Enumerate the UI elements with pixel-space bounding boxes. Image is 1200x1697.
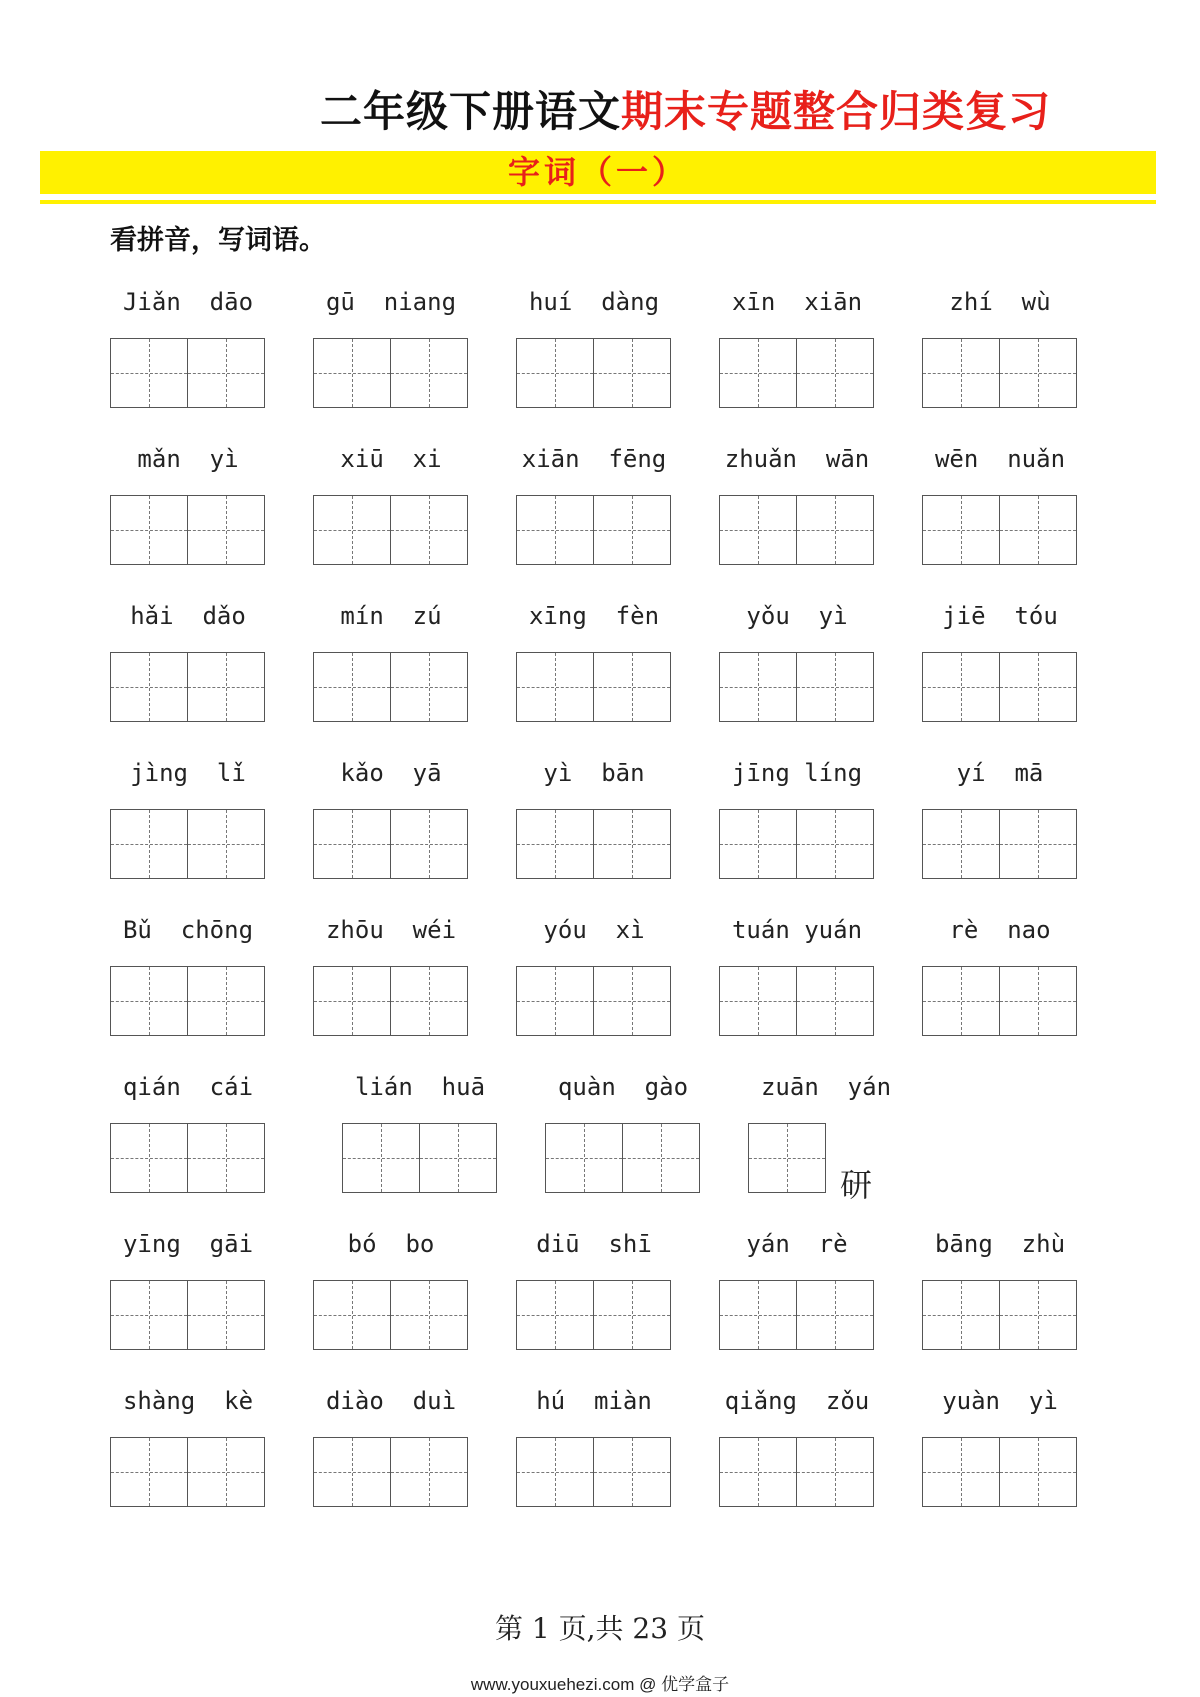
pinyin-label: gū niang bbox=[325, 288, 457, 316]
pinyin-label: jīng líng bbox=[731, 759, 863, 787]
writing-boxes bbox=[516, 1437, 669, 1507]
writing-boxes bbox=[719, 809, 872, 879]
pinyin-label: yì bān bbox=[543, 759, 645, 787]
tian-zi-ge-box[interactable] bbox=[110, 966, 188, 1036]
writing-boxes bbox=[922, 495, 1075, 565]
tian-zi-ge-box[interactable] bbox=[748, 1123, 826, 1193]
writing-boxes bbox=[516, 338, 669, 408]
writing-boxes bbox=[110, 652, 263, 722]
tian-zi-ge-box[interactable] bbox=[187, 652, 265, 722]
writing-boxes bbox=[922, 1437, 1075, 1507]
writing-boxes bbox=[313, 652, 466, 722]
pinyin-label: yǒu yì bbox=[746, 602, 848, 630]
tian-zi-ge-box[interactable] bbox=[796, 652, 874, 722]
writing-boxes bbox=[922, 338, 1075, 408]
pinyin-label: bāng zhù bbox=[934, 1230, 1066, 1258]
page-title bbox=[320, 82, 1051, 142]
tian-zi-ge-box[interactable] bbox=[110, 1123, 188, 1193]
tian-zi-ge-box[interactable] bbox=[390, 652, 468, 722]
pinyin-label: xīng fèn bbox=[528, 602, 660, 630]
banner-underline bbox=[40, 200, 1156, 204]
tian-zi-ge-box[interactable] bbox=[922, 809, 1000, 879]
writing-boxes bbox=[922, 1280, 1075, 1350]
pinyin-label: hǎi dǎo bbox=[130, 602, 246, 630]
tian-zi-ge-box[interactable] bbox=[922, 652, 1000, 722]
writing-boxes bbox=[313, 966, 466, 1036]
tian-zi-ge-box[interactable] bbox=[719, 338, 797, 408]
tian-zi-ge-box[interactable] bbox=[110, 809, 188, 879]
pinyin-label: yuàn yì bbox=[942, 1387, 1058, 1415]
watermark: www.youxuehezi.com @ 优学盒子 bbox=[470, 1675, 730, 1694]
tian-zi-ge-box[interactable] bbox=[796, 1437, 874, 1507]
writing-boxes bbox=[110, 1123, 263, 1193]
tian-zi-ge-box[interactable] bbox=[313, 809, 391, 879]
tian-zi-ge-box[interactable] bbox=[110, 495, 188, 565]
tian-zi-ge-box[interactable] bbox=[187, 966, 265, 1036]
pinyin-label: hú miàn bbox=[536, 1387, 652, 1415]
tian-zi-ge-box[interactable] bbox=[922, 338, 1000, 408]
tian-zi-ge-box[interactable] bbox=[313, 1437, 391, 1507]
pinyin-label: huí dàng bbox=[528, 288, 660, 316]
section-label: 字词（一） bbox=[507, 153, 688, 191]
pinyin-label: lián huā bbox=[354, 1073, 486, 1101]
given-character: 研 bbox=[840, 1166, 873, 1204]
writing-boxes bbox=[313, 1280, 466, 1350]
pinyin-label: wēn nuǎn bbox=[934, 445, 1066, 473]
pinyin-label: Jiǎn dāo bbox=[122, 288, 254, 316]
tian-zi-ge-box[interactable] bbox=[419, 1123, 497, 1193]
writing-boxes bbox=[110, 338, 263, 408]
writing-boxes bbox=[719, 966, 872, 1036]
pinyin-label: shàng kè bbox=[122, 1387, 254, 1415]
pinyin-label: yīng gāi bbox=[122, 1230, 254, 1258]
tian-zi-ge-box[interactable] bbox=[796, 1280, 874, 1350]
tian-zi-ge-box[interactable] bbox=[922, 966, 1000, 1036]
pinyin-label: yí mā bbox=[956, 759, 1044, 787]
tian-zi-ge-box[interactable] bbox=[110, 338, 188, 408]
tian-zi-ge-box[interactable] bbox=[516, 966, 594, 1036]
writing-boxes bbox=[719, 1437, 872, 1507]
pinyin-label: jiē tóu bbox=[942, 602, 1058, 630]
tian-zi-ge-box[interactable] bbox=[922, 1437, 1000, 1507]
title-topic: 期末专题整合归类复习 bbox=[621, 87, 1052, 136]
writing-boxes bbox=[313, 495, 466, 565]
tian-zi-ge-box[interactable] bbox=[313, 966, 391, 1036]
tian-zi-ge-box[interactable] bbox=[719, 495, 797, 565]
tian-zi-ge-box[interactable] bbox=[719, 966, 797, 1036]
writing-boxes bbox=[516, 809, 669, 879]
tian-zi-ge-box[interactable] bbox=[719, 1437, 797, 1507]
writing-boxes bbox=[516, 966, 669, 1036]
tian-zi-ge-box[interactable] bbox=[999, 809, 1077, 879]
pinyin-label: bó bo bbox=[347, 1230, 435, 1258]
writing-boxes bbox=[748, 1123, 825, 1193]
pinyin-label: quàn gào bbox=[557, 1073, 689, 1101]
tian-zi-ge-box[interactable] bbox=[390, 1437, 468, 1507]
pinyin-label: qiǎng zǒu bbox=[724, 1387, 870, 1415]
tian-zi-ge-box[interactable] bbox=[999, 495, 1077, 565]
pinyin-label: qián cái bbox=[122, 1073, 254, 1101]
pinyin-label: yán rè bbox=[746, 1230, 848, 1258]
writing-boxes bbox=[110, 1280, 263, 1350]
pinyin-label: zuān yán bbox=[760, 1073, 892, 1101]
tian-zi-ge-box[interactable] bbox=[516, 1280, 594, 1350]
writing-boxes bbox=[110, 1437, 263, 1507]
tian-zi-ge-box[interactable] bbox=[593, 652, 671, 722]
pinyin-label: xiān fēng bbox=[521, 445, 667, 473]
pinyin-label: mǎn yì bbox=[137, 445, 239, 473]
writing-boxes bbox=[110, 809, 263, 879]
tian-zi-ge-box[interactable] bbox=[313, 495, 391, 565]
pinyin-label: tuán yuán bbox=[731, 916, 863, 944]
writing-boxes bbox=[922, 809, 1075, 879]
tian-zi-ge-box[interactable] bbox=[313, 652, 391, 722]
tian-zi-ge-box[interactable] bbox=[593, 1437, 671, 1507]
tian-zi-ge-box[interactable] bbox=[999, 652, 1077, 722]
writing-boxes bbox=[313, 1437, 466, 1507]
tian-zi-ge-box[interactable] bbox=[187, 1437, 265, 1507]
tian-zi-ge-box[interactable] bbox=[390, 1280, 468, 1350]
pinyin-label: Bǔ chōng bbox=[122, 916, 254, 944]
tian-zi-ge-box[interactable] bbox=[187, 809, 265, 879]
tian-zi-ge-box[interactable] bbox=[313, 338, 391, 408]
pinyin-label: diào duì bbox=[325, 1387, 457, 1415]
pinyin-label: yóu xì bbox=[543, 916, 645, 944]
pinyin-label: kǎo yā bbox=[340, 759, 442, 787]
tian-zi-ge-box[interactable] bbox=[187, 1123, 265, 1193]
tian-zi-ge-box[interactable] bbox=[796, 495, 874, 565]
tian-zi-ge-box[interactable] bbox=[390, 809, 468, 879]
tian-zi-ge-box[interactable] bbox=[999, 338, 1077, 408]
writing-boxes bbox=[516, 652, 669, 722]
tian-zi-ge-box[interactable] bbox=[593, 338, 671, 408]
tian-zi-ge-box[interactable] bbox=[110, 1280, 188, 1350]
pinyin-label: diū shī bbox=[536, 1230, 652, 1258]
tian-zi-ge-box[interactable] bbox=[313, 1280, 391, 1350]
pinyin-label: zhuǎn wān bbox=[724, 445, 870, 473]
pinyin-label: xiū xi bbox=[340, 445, 442, 473]
writing-boxes bbox=[516, 495, 669, 565]
tian-zi-ge-box[interactable] bbox=[187, 1280, 265, 1350]
tian-zi-ge-box[interactable] bbox=[342, 1123, 420, 1193]
tian-zi-ge-box[interactable] bbox=[390, 966, 468, 1036]
tian-zi-ge-box[interactable] bbox=[187, 338, 265, 408]
pinyin-label: zhí wù bbox=[949, 288, 1051, 316]
tian-zi-ge-box[interactable] bbox=[516, 809, 594, 879]
tian-zi-ge-box[interactable] bbox=[922, 1280, 1000, 1350]
exercise-instruction: 看拼音，写词语。 bbox=[110, 225, 326, 256]
tian-zi-ge-box[interactable] bbox=[796, 966, 874, 1036]
pinyin-label: rè nao bbox=[949, 916, 1051, 944]
writing-boxes bbox=[110, 966, 263, 1036]
tian-zi-ge-box[interactable] bbox=[719, 809, 797, 879]
tian-zi-ge-box[interactable] bbox=[516, 495, 594, 565]
pinyin-label: mín zú bbox=[340, 602, 442, 630]
tian-zi-ge-box[interactable] bbox=[545, 1123, 623, 1193]
writing-boxes bbox=[922, 966, 1075, 1036]
tian-zi-ge-box[interactable] bbox=[390, 495, 468, 565]
pinyin-label: zhōu wéi bbox=[325, 916, 457, 944]
tian-zi-ge-box[interactable] bbox=[796, 338, 874, 408]
writing-boxes bbox=[719, 1280, 872, 1350]
tian-zi-ge-box[interactable] bbox=[516, 1437, 594, 1507]
writing-boxes bbox=[719, 495, 872, 565]
tian-zi-ge-box[interactable] bbox=[593, 966, 671, 1036]
writing-boxes bbox=[719, 338, 872, 408]
writing-boxes bbox=[110, 495, 263, 565]
tian-zi-ge-box[interactable] bbox=[110, 652, 188, 722]
tian-zi-ge-box[interactable] bbox=[922, 495, 1000, 565]
title-grade: 二年级下册语文 bbox=[320, 87, 622, 136]
writing-boxes bbox=[313, 338, 466, 408]
writing-boxes bbox=[545, 1123, 698, 1193]
writing-boxes bbox=[313, 809, 466, 879]
tian-zi-ge-box[interactable] bbox=[622, 1123, 700, 1193]
writing-boxes bbox=[719, 652, 872, 722]
tian-zi-ge-box[interactable] bbox=[719, 652, 797, 722]
tian-zi-ge-box[interactable] bbox=[187, 495, 265, 565]
writing-boxes bbox=[342, 1123, 495, 1193]
tian-zi-ge-box[interactable] bbox=[593, 809, 671, 879]
tian-zi-ge-box[interactable] bbox=[719, 1280, 797, 1350]
tian-zi-ge-box[interactable] bbox=[999, 1280, 1077, 1350]
tian-zi-ge-box[interactable] bbox=[999, 1437, 1077, 1507]
tian-zi-ge-box[interactable] bbox=[516, 338, 594, 408]
tian-zi-ge-box[interactable] bbox=[390, 338, 468, 408]
tian-zi-ge-box[interactable] bbox=[110, 1437, 188, 1507]
tian-zi-ge-box[interactable] bbox=[999, 966, 1077, 1036]
tian-zi-ge-box[interactable] bbox=[593, 1280, 671, 1350]
page-number: 第 1 页,共 23 页 bbox=[495, 1612, 705, 1645]
tian-zi-ge-box[interactable] bbox=[796, 809, 874, 879]
section-banner bbox=[40, 151, 1156, 194]
writing-boxes bbox=[516, 1280, 669, 1350]
writing-boxes bbox=[922, 652, 1075, 722]
pinyin-label: xīn xiān bbox=[731, 288, 863, 316]
pinyin-label: jìng lǐ bbox=[130, 759, 246, 787]
tian-zi-ge-box[interactable] bbox=[516, 652, 594, 722]
tian-zi-ge-box[interactable] bbox=[593, 495, 671, 565]
